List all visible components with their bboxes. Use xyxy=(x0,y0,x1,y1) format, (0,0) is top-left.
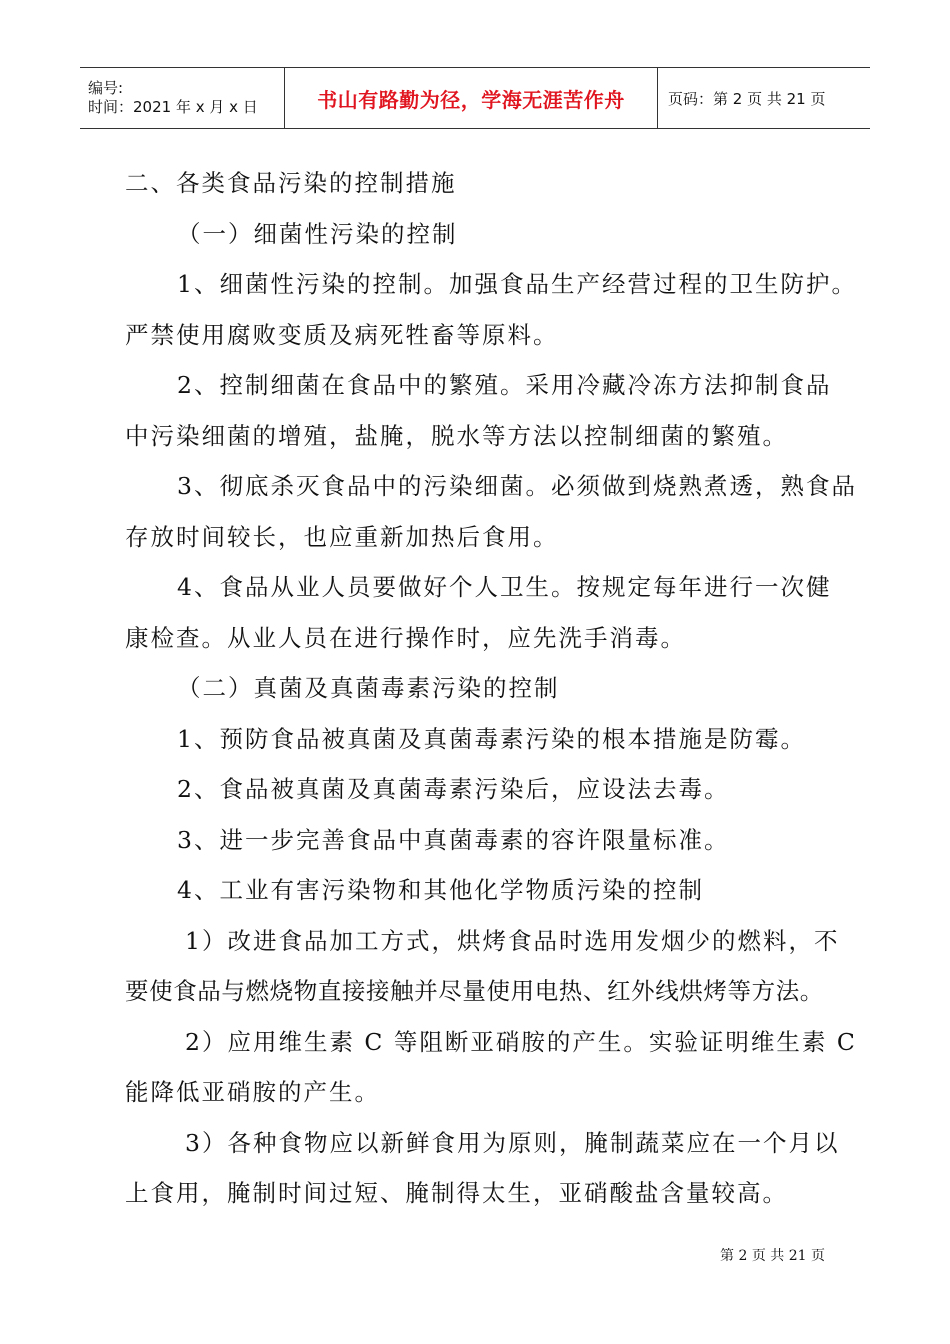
motto-text: 书山有路勤为径，学海无涯苦作舟 xyxy=(317,87,625,112)
footer-page-number: 第 2 页 共 21 页 xyxy=(720,1248,825,1264)
header-page-cell xyxy=(658,68,870,128)
paragraph-line: 中污染细菌的增殖，盐腌，脱水等方法以控制细菌的繁殖。 xyxy=(125,421,788,450)
paragraph-line: 能降低亚硝胺的产生。 xyxy=(125,1078,380,1106)
header-left-cell xyxy=(80,68,284,128)
paragraph-line: 2）应用维生素 C 等阻断亚硝胺的产生。实验证明维生素 C xyxy=(185,1027,857,1056)
paragraph-line: 4、工业有害污染物和其他化学物质污染的控制 xyxy=(177,876,704,904)
page-footer xyxy=(720,1245,825,1265)
paragraph-line: 严禁使用腐败变质及病死牲畜等原料。 xyxy=(125,320,559,349)
paragraph-line: 存放时间较长，也应重新加热后食用。 xyxy=(125,522,559,551)
subsection-heading: （二）真菌及真菌毒素污染的控制 xyxy=(177,674,560,702)
date-label: 时间：2021 年 x 月 x 日 xyxy=(88,98,258,116)
paragraph-line: 3、进一步完善食品中真菌毒素的容许限量标准。 xyxy=(177,825,730,854)
paragraph-line: 要使食品与燃烧物直接接触并尽量使用电热、红外线烘烤等方法。 xyxy=(125,977,824,1005)
paragraph-line: 1、预防食品被真菌及真菌毒素污染的根本措施是防霉。 xyxy=(177,724,806,753)
serial-number-label: 编号: xyxy=(88,79,124,97)
paragraph-line: 3）各种食物应以新鲜食用为原则，腌制蔬菜应在一个月以 xyxy=(185,1128,840,1157)
header-motto-cell xyxy=(284,68,658,128)
section-heading: 二、各类食品污染的控制措施 xyxy=(125,169,457,197)
document-body xyxy=(125,158,857,1219)
paragraph-line: 上食用，腌制时间过短、腌制得太生，亚硝酸盐含量较高。 xyxy=(125,1179,788,1207)
paragraph-line: 1）改进食品加工方式，烘烤食品时选用发烟少的燃料，不 xyxy=(185,926,840,955)
paragraph-line: 1、细菌性污染的控制。加强食品生产经营过程的卫生防护。 xyxy=(177,270,857,298)
paragraph-line: 4、食品从业人员要做好个人卫生。按规定每年进行一次健 xyxy=(177,573,832,601)
paragraph-line: 3、彻底杀灭食品中的污染细菌。必须做到烧熟煮透，熟食品 xyxy=(177,472,857,500)
paragraph-line: 2、食品被真菌及真菌毒素污染后，应设法去毒。 xyxy=(177,775,730,803)
page-header xyxy=(80,67,870,129)
paragraph-line: 2、控制细菌在食品中的繁殖。采用冷藏冷冻方法抑制食品 xyxy=(177,371,832,399)
paragraph-line: 康检查。从业人员在进行操作时，应先洗手消毒。 xyxy=(125,623,686,652)
header-page-label: 页码：第 2 页 共 21 页 xyxy=(668,89,826,108)
subsection-heading: （一）细菌性污染的控制 xyxy=(177,219,458,248)
